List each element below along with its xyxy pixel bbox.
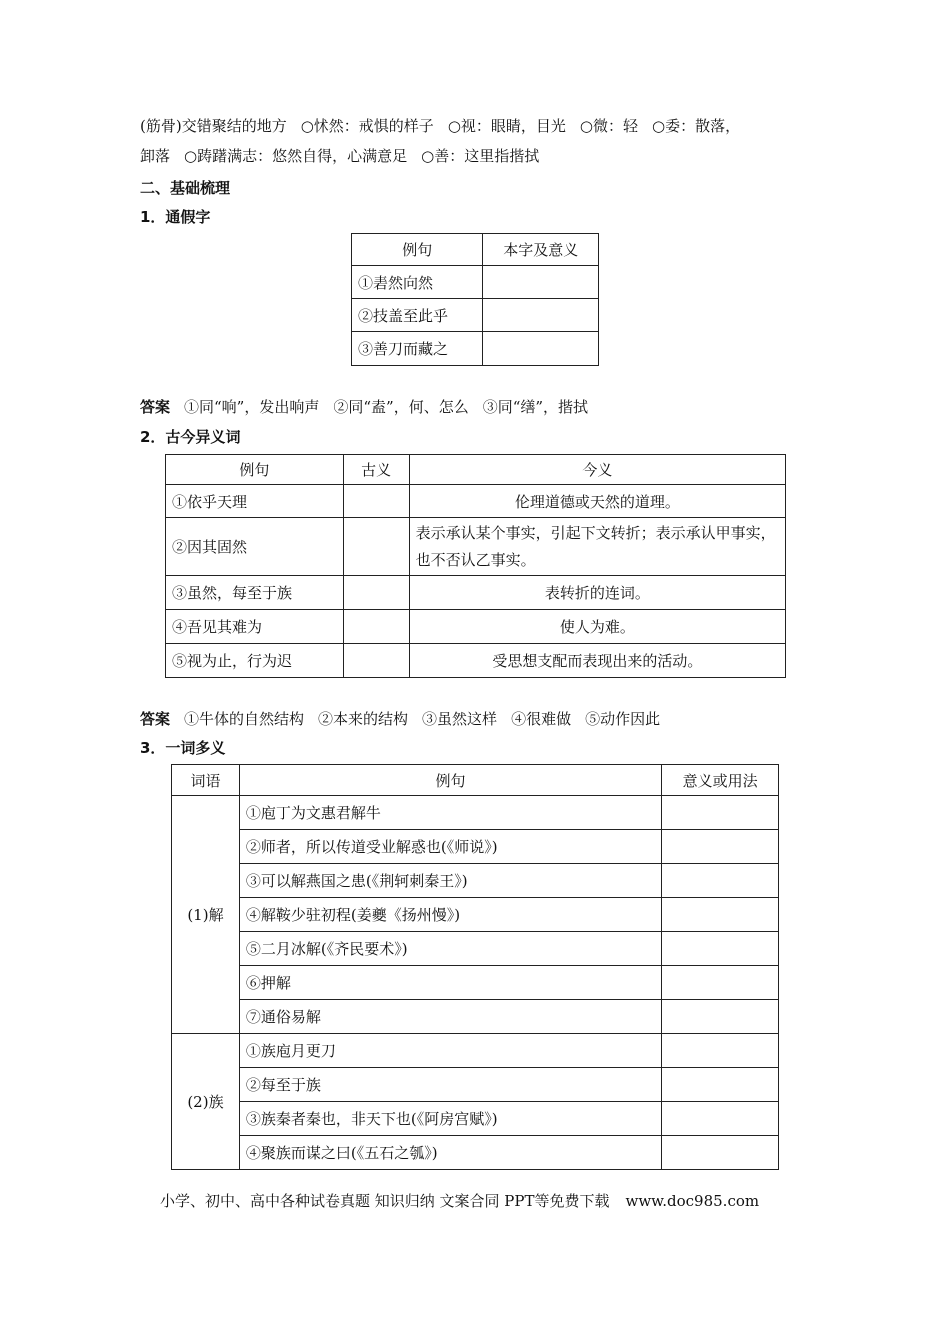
sentence-cell: ③可以解燕国之患(《荆轲刺秦王》) bbox=[239, 864, 661, 898]
sentence-cell: ④解鞍少驻初程(姜夔《扬州慢》) bbox=[239, 898, 661, 932]
table-row bbox=[352, 266, 599, 299]
tongjiazi-title: 1．通假字 bbox=[140, 208, 211, 226]
sentence-cell: ⑥押解 bbox=[239, 966, 661, 1000]
sentence-cell: ①族庖月更刀 bbox=[239, 1034, 661, 1068]
table-row bbox=[352, 332, 599, 366]
page-footer: 小学、初中、高中各种试卷真题 知识归纳 文案合同 PPT等免费下载 www.doc985.com bbox=[160, 1192, 760, 1210]
table-row bbox=[166, 518, 786, 576]
answer-cell bbox=[483, 332, 599, 366]
header-cell: 例句 bbox=[166, 455, 344, 485]
sentence-cell: ①依乎天理 bbox=[166, 485, 344, 518]
answer-cell bbox=[483, 299, 599, 332]
sentence-cell: ③虽然，每至于族 bbox=[166, 576, 344, 610]
table-row bbox=[172, 966, 779, 1000]
table-row bbox=[166, 610, 786, 644]
answer-cell bbox=[483, 266, 599, 299]
section-title: 二、基础梳理 bbox=[140, 179, 231, 197]
yiciduoyi-title: 3．一词多义 bbox=[140, 739, 226, 757]
gu-cell bbox=[343, 485, 409, 518]
table-row bbox=[172, 1000, 779, 1034]
sentence-cell: ②因其固然 bbox=[166, 518, 344, 576]
meaning-cell bbox=[662, 1102, 779, 1136]
gujin-table bbox=[165, 454, 786, 678]
table-row bbox=[172, 1136, 779, 1170]
jin-cell: 表示承认某个事实，引起下文转折；表示承认甲事实，也不否认乙事实。 bbox=[409, 518, 785, 576]
header-cell: 意义或用法 bbox=[662, 765, 779, 796]
header-cell: 本字及意义 bbox=[483, 234, 599, 266]
table-header-row bbox=[166, 455, 786, 485]
sentence-cell: ②师者，所以传道受业解惑也(《师说》) bbox=[239, 830, 661, 864]
sentence-cell: ②每至于族 bbox=[239, 1068, 661, 1102]
table-row bbox=[172, 898, 779, 932]
meaning-cell bbox=[662, 864, 779, 898]
tongjiazi-table bbox=[351, 233, 599, 366]
answer-label: 答案 bbox=[140, 398, 171, 416]
table-row bbox=[172, 1068, 779, 1102]
gu-cell bbox=[343, 576, 409, 610]
sentence-cell: ②技盖至此乎 bbox=[352, 299, 483, 332]
gu-cell bbox=[343, 644, 409, 678]
meaning-cell bbox=[662, 830, 779, 864]
answer-label: 答案 bbox=[140, 710, 171, 728]
table-row bbox=[172, 1102, 779, 1136]
sentence-cell: ④吾见其难为 bbox=[166, 610, 344, 644]
sentence-cell: ①砉然向然 bbox=[352, 266, 483, 299]
gujin-title: 2．古今异义词 bbox=[140, 428, 241, 446]
jin-cell: 伦理道德或天然的道理。 bbox=[409, 485, 785, 518]
header-cell: 例句 bbox=[239, 765, 661, 796]
header-cell: 古义 bbox=[343, 455, 409, 485]
footer-url[interactable]: www.doc985.com bbox=[625, 1192, 760, 1210]
header-cell: 例句 bbox=[352, 234, 483, 266]
yiciduoyi-table bbox=[171, 764, 779, 1170]
table-row bbox=[172, 932, 779, 966]
notes-paragraph bbox=[140, 111, 810, 171]
jin-cell: 使人为难。 bbox=[409, 610, 785, 644]
table-row bbox=[172, 830, 779, 864]
header-cell: 今义 bbox=[409, 455, 785, 485]
table-row bbox=[172, 864, 779, 898]
sentence-cell: ⑦通俗易解 bbox=[239, 1000, 661, 1034]
table-row bbox=[352, 299, 599, 332]
meaning-cell bbox=[662, 1068, 779, 1102]
table-row bbox=[166, 576, 786, 610]
word-cell: (2)族 bbox=[172, 1034, 240, 1170]
meaning-cell bbox=[662, 1034, 779, 1068]
meaning-cell bbox=[662, 1000, 779, 1034]
notes-line-1: (筋骨)交错聚结的地方 ○怵然：戒惧的样子 ○视：眼睛，目光 ○微：轻 ○委：散落， bbox=[140, 117, 741, 135]
word-cell: (1)解 bbox=[172, 796, 240, 1034]
tongjiazi-answer: 答案 ①同“响”，发出响声 ②同“盍”，何、怎么 ③同“缮”，揩拭 bbox=[140, 398, 589, 416]
sentence-cell: ④聚族而谋之曰(《五石之瓠》) bbox=[239, 1136, 661, 1170]
meaning-cell bbox=[662, 966, 779, 1000]
table-header-row bbox=[352, 234, 599, 266]
header-cell: 词语 bbox=[172, 765, 240, 796]
sentence-cell: ⑤视为止，行为迟 bbox=[166, 644, 344, 678]
notes-line-2: 卸落 ○踌躇满志：悠然自得，心满意足 ○善：这里指揩拭 bbox=[140, 147, 540, 165]
gu-cell bbox=[343, 518, 409, 576]
meaning-cell bbox=[662, 796, 779, 830]
gujin-answer: 答案 ①牛体的自然结构 ②本来的结构 ③虽然这样 ④很难做 ⑤动作因此 bbox=[140, 710, 661, 728]
table-row bbox=[172, 1034, 779, 1068]
table-row bbox=[166, 485, 786, 518]
meaning-cell bbox=[662, 898, 779, 932]
meaning-cell bbox=[662, 932, 779, 966]
jin-cell: 表转折的连词。 bbox=[409, 576, 785, 610]
jin-cell: 受思想支配而表现出来的活动。 bbox=[409, 644, 785, 678]
table-row bbox=[166, 644, 786, 678]
sentence-cell: ③善刀而藏之 bbox=[352, 332, 483, 366]
sentence-cell: ③族秦者秦也，非天下也(《阿房宫赋》) bbox=[239, 1102, 661, 1136]
meaning-cell bbox=[662, 1136, 779, 1170]
sentence-cell: ①庖丁为文惠君解牛 bbox=[239, 796, 661, 830]
gu-cell bbox=[343, 610, 409, 644]
sentence-cell: ⑤二月冰解(《齐民要术》) bbox=[239, 932, 661, 966]
table-header-row bbox=[172, 765, 779, 796]
table-row bbox=[172, 796, 779, 830]
